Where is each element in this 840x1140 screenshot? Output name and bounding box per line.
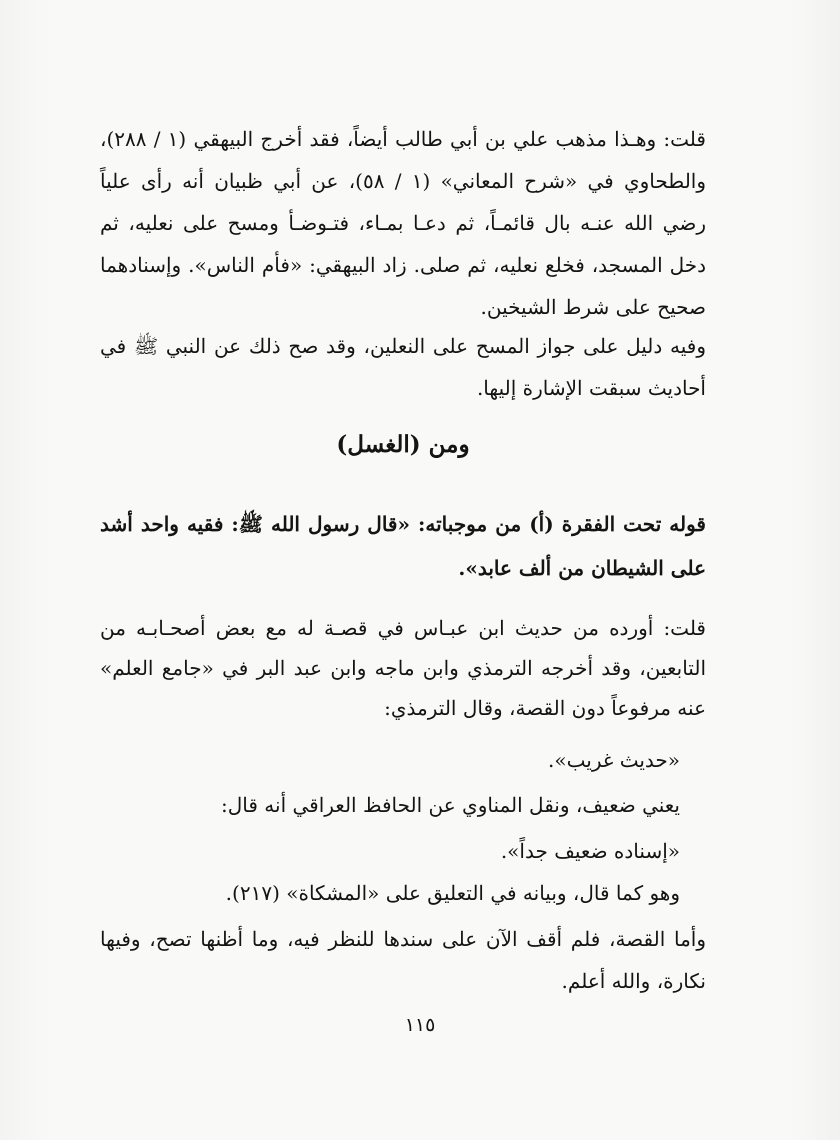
page-number: ١١٥ — [404, 1014, 436, 1036]
paragraph-mash-naalain: وفيه دليل على جواز المسح على النعلين، وقد صح ذلك عن النبي ﷺ في أحاديث سبقت الإشارة إليها. — [100, 334, 706, 400]
paragraph-ali-madhhab: قلت: وهـذا مذهب علي بن أبي طالب أيضاً، فقد أخرج البيهقي (١ / ٢٨٨)، والطحاوي في «شرح المعاني» (١ / ٥٨)، عن أبي ظبيان أنه رأى علياً رضي الله عنـه بال قائمـاً، ثم دعـا بمـاء، فتـوضـأ ومسح على نعليه، ثم دخل المسجد، فخلع نعليه، ثم صلى. زاد البيهقي: «فأم الناس». وإسنادهما صحيح على شرط الشيخين. — [100, 127, 706, 319]
paragraph-munawi-iraqi: يعني ضعيف، ونقل المناوي عن الحافظ العراقي أنه قال: — [221, 793, 680, 817]
paragraph-faqih-hadith: قوله تحت الفقرة (أ) من موجباته: «قال رسول الله ﷺ: فقيه واحد أشد على الشيطان من ألف عابد». — [100, 512, 706, 580]
paragraph-mishkat-reference: وهو كما قال، وبيانه في التعليق على «المشكاة» (٢١٧). — [225, 881, 680, 905]
paragraph-qissa-nakara: وأما القصة، فلم أقف الآن على سندها للنظر فيه، وما أظنها تصح، وفيها نكارة، والله أعلم. — [100, 927, 706, 993]
paragraph-ibn-abbas: قلت: أورده من حديث ابن عبـاس في قصـة له مع بعض أصحـابـه من التابعين، وقد أخرجه الترمذي وابن ماجه وابن عبد البر في «جامع العلم» عنه مرفوعاً دون القصة، وقال الترمذي: — [100, 616, 706, 720]
section-heading-ghusl: ومن (الغسل) — [336, 431, 470, 458]
quote-isnad-daif: «إسناده ضعيف جداً». — [500, 839, 680, 863]
quote-hadith-gharib: «حديث غريب». — [548, 748, 680, 772]
